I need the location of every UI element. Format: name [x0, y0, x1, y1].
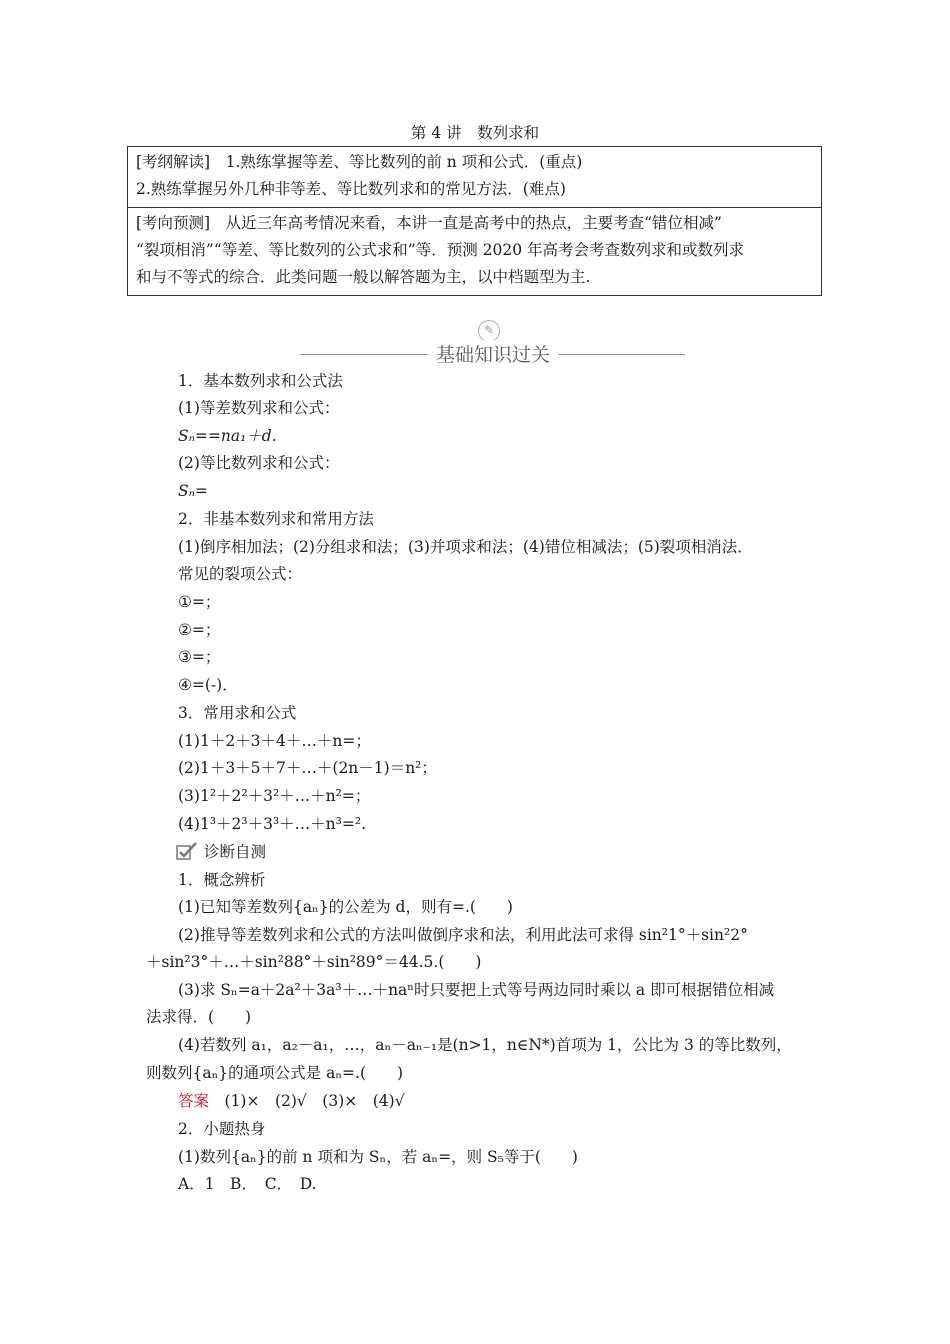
content-line: 则数列{aₙ}的通项公式是 aₙ=.( ) [146, 1064, 404, 1082]
content-line: ②=； [178, 621, 221, 639]
section-banner [300, 318, 685, 370]
content-line: (1)已知等差数列{aₙ}的公差为 d，则有=.( ) [178, 898, 513, 916]
content-line: A．1 B． C． D. [178, 1175, 317, 1193]
content-line: (2)1＋3＋5＋7＋…＋(2n－1)＝n²； [178, 759, 437, 777]
content-line: Sₙ= [178, 482, 208, 500]
content-line: 2．非基本数列求和常用方法 [178, 510, 374, 528]
content-line: 法求得．( ) [146, 1008, 252, 1026]
content-line: (1)1＋2＋3＋4＋…＋n=； [178, 732, 371, 750]
content-line: ①=； [178, 593, 221, 611]
content-line: (2)推导等差数列求和公式的方法叫做倒序求和法，利用此法可求得 sin²1°＋sin²2° [178, 926, 748, 944]
info-box [127, 146, 822, 296]
syllabus-line-2: 2.熟练掌握另外几种非等差、等比数列求和的常见方法．(难点) [136, 180, 566, 198]
checkmark-pen-icon [176, 842, 198, 860]
page-title: 第 4 讲 数列求和 [410, 124, 540, 142]
content-line: (1)数列{aₙ}的前 n 项和为 Sₙ，若 aₙ=，则 S₅等于( ) [178, 1148, 578, 1166]
content-line: ③=； [178, 648, 221, 666]
forecast-line-3: 和与不等式的综合．此类问题一般以解答题为主，以中档题型为主. [136, 268, 591, 286]
diagnosis-heading-label: 诊断自测 [204, 843, 267, 861]
forecast-line-2: “裂项相消”“等差、等比数列的公式求和”等．预测 2020 年高考会考查数列求和或数列求 [136, 241, 744, 259]
content-line: Sₙ==na₁＋d. [178, 427, 277, 445]
content-line: 3．常用求和公式 [178, 704, 297, 722]
content-line: 常见的裂项公式： [178, 565, 303, 583]
content-line: (1)倒序相加法；(2)分组求和法；(3)并项求和法；(4)错位相减法；(5)裂项相消法． [178, 538, 753, 556]
syllabus-line-1: [考纲解读] 1.熟练掌握等差、等比数列的前 n 项和公式．(重点) [136, 153, 583, 171]
content-line: 1．概念辨析 [178, 871, 266, 889]
forecast-row [128, 207, 821, 295]
banner-rule-right [558, 354, 685, 355]
answer-label: 答案 [178, 1092, 210, 1110]
answer-text: (1)× (2)√ (3)× (4)√ [209, 1092, 405, 1110]
content-line: 2．小题热身 [178, 1120, 266, 1138]
content-line: (2)等比数列求和公式： [178, 454, 340, 472]
banner-rule-left [300, 354, 428, 355]
diagnosis-heading [176, 842, 266, 862]
content-line: (1)等差数列求和公式： [178, 399, 340, 417]
content-line: (4)若数列 a₁，a₂－a₁，…，aₙ－aₙ₋₁是(n>1，n∈N*)首项为 1，公比为 3 的等比数列， [178, 1036, 792, 1054]
content-line: (3)1²＋2²＋3²＋…＋n²=； [178, 787, 371, 805]
syllabus-row [128, 147, 821, 207]
content-line: ④=(-)． [178, 676, 238, 694]
banner-label: 基础知识过关 [428, 340, 558, 367]
content-line: (4)1³＋2³＋3³＋…＋n³=². [178, 815, 367, 833]
leaf-emblem-icon: ✎ [478, 320, 500, 342]
content-line: ＋sin²3°＋…＋sin²88°＋sin²89°＝44.5.( ) [146, 953, 482, 971]
content-line: (3)求 Sₙ=a＋2a²＋3a³＋…＋naⁿ时只要把上式等号两边同时乘以 a 即可根据错位相减 [178, 981, 775, 999]
content-line: 1．基本数列求和公式法 [178, 372, 343, 390]
answer-line [178, 1091, 405, 1111]
forecast-line-1: [考向预测] 从近三年高考情况来看，本讲一直是高考中的热点，主要考查“错位相减” [136, 214, 722, 232]
